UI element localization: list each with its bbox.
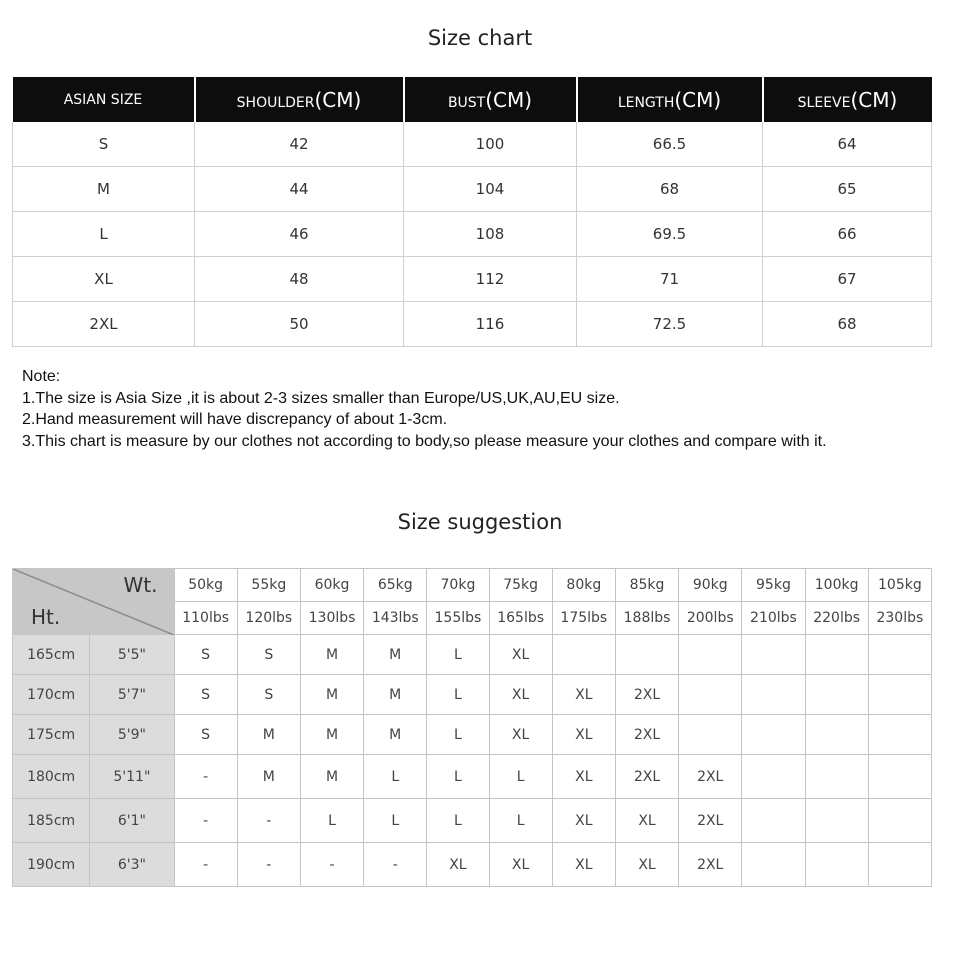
suggested-size-cell [805,635,868,675]
size-suggestion-title: Size suggestion [397,510,563,534]
suggested-size-cell: L [364,799,427,843]
suggested-size-cell: S [174,715,237,755]
note-line: 1.The size is Asia Size ,it is about 2-3 sizes smaller than Europe/US,UK,AU,EU size. [22,389,620,407]
suggested-size-cell: - [237,843,300,887]
weight-kg: 60kg [300,569,363,602]
weight-kg: 105kg [868,569,931,602]
weight-lbs: 155lbs [427,602,489,635]
table-row [13,755,932,799]
cell-bust: 112 [404,257,577,302]
suggested-size-cell [805,799,868,843]
suggested-size-cell: - [364,843,427,887]
weight-lbs: 143lbs [364,602,427,635]
weight-lbs: 200lbs [679,602,742,635]
suggested-size-cell [742,799,805,843]
cell-length: 66.5 [577,122,763,167]
cell-size: M [13,167,195,212]
cell-bust: 116 [404,302,577,347]
suggested-size-cell: M [237,715,300,755]
height-cm: 190cm [13,843,90,887]
suggested-size-cell: XL [615,843,678,887]
suggested-size-cell: XL [552,715,615,755]
suggested-size-cell: 2XL [615,675,678,715]
weight-kg: 95kg [742,569,805,602]
cell-size: XL [13,257,195,302]
suggested-size-cell: - [174,843,237,887]
cell-length: 69.5 [577,212,763,257]
cell-shoulder: 44 [195,167,404,212]
suggested-size-cell: XL [615,799,678,843]
suggested-size-cell: XL [489,715,552,755]
height-ft: 6'3" [90,843,174,887]
suggested-size-cell: 2XL [679,843,742,887]
weight-label: Wt. [123,573,158,597]
cell-sleeve: 66 [763,212,932,257]
suggested-size-cell [742,675,805,715]
height-ft: 5'5" [90,635,174,675]
suggested-size-cell: L [364,755,427,799]
header-asian-size: ASIAN SIZE [13,77,195,122]
suggested-size-cell [742,755,805,799]
suggested-size-cell: L [300,799,363,843]
cell-size: 2XL [13,302,195,347]
cell-shoulder: 48 [195,257,404,302]
suggested-size-cell: L [427,799,489,843]
weight-lbs: 165lbs [489,602,552,635]
suggested-size-cell [552,635,615,675]
size-chart-title: Size chart [427,26,533,50]
cell-size: L [13,212,195,257]
suggested-size-cell: S [174,635,237,675]
table-row [13,675,932,715]
suggested-size-cell [615,635,678,675]
suggested-size-cell [679,675,742,715]
height-cm: 185cm [13,799,90,843]
height-cm: 175cm [13,715,90,755]
suggested-size-cell [679,715,742,755]
suggested-size-cell: M [300,715,363,755]
suggested-size-cell [868,843,931,887]
weight-kg: 65kg [364,569,427,602]
weight-kg: 80kg [552,569,615,602]
suggested-size-cell: L [427,715,489,755]
suggested-size-cell: XL [427,843,489,887]
weight-kg: 85kg [615,569,678,602]
suggested-size-cell: - [174,755,237,799]
cell-shoulder: 46 [195,212,404,257]
suggested-size-cell: S [237,675,300,715]
corner-cell [13,569,175,635]
cell-sleeve: 65 [763,167,932,212]
suggested-size-cell [742,635,805,675]
suggested-size-cell: XL [552,799,615,843]
suggested-size-cell: S [174,675,237,715]
suggested-size-cell [805,675,868,715]
weight-lbs: 130lbs [300,602,363,635]
suggested-size-cell: XL [489,843,552,887]
cell-bust: 104 [404,167,577,212]
cell-length: 72.5 [577,302,763,347]
table-row [13,167,932,212]
suggested-size-cell [868,675,931,715]
suggested-size-cell: XL [552,843,615,887]
height-ft: 5'11" [90,755,174,799]
suggested-size-cell [742,715,805,755]
suggested-size-cell: 2XL [615,715,678,755]
size-notes [22,366,827,452]
weight-kg: 50kg [174,569,237,602]
weight-kg: 70kg [427,569,489,602]
suggested-size-cell: - [300,843,363,887]
cell-shoulder: 42 [195,122,404,167]
table-row [13,302,932,347]
table-row [13,715,932,755]
suggested-size-cell: XL [489,635,552,675]
header-bust: BUST(CM) [404,77,577,122]
height-label: Ht. [31,605,61,629]
suggested-size-cell [868,635,931,675]
suggested-size-cell [868,755,931,799]
height-ft: 6'1" [90,799,174,843]
suggested-size-cell: M [364,715,427,755]
note-heading: Note: [22,368,61,385]
weight-lbs: 230lbs [868,602,931,635]
table-row [13,212,932,257]
table-row [13,635,932,675]
suggested-size-cell: M [237,755,300,799]
table-row [13,122,932,167]
suggested-size-cell: M [300,675,363,715]
size-chart-header-row [13,77,932,122]
cell-sleeve: 67 [763,257,932,302]
suggested-size-cell: L [427,635,489,675]
note-line: 3.This chart is measure by our clothes not according to body,so please measure your clothes and compare with it. [22,432,827,450]
weight-kg: 100kg [805,569,868,602]
suggested-size-cell: L [427,675,489,715]
suggested-size-cell: S [237,635,300,675]
suggested-size-cell: XL [552,675,615,715]
cell-shoulder: 50 [195,302,404,347]
size-suggestion-table [12,568,932,887]
suggested-size-cell: XL [489,675,552,715]
table-row [13,843,932,887]
suggested-size-cell: 2XL [679,755,742,799]
cell-sleeve: 68 [763,302,932,347]
table-row [13,257,932,302]
cell-length: 68 [577,167,763,212]
suggested-size-cell: 2XL [615,755,678,799]
cell-size: S [13,122,195,167]
weight-lbs: 175lbs [552,602,615,635]
suggested-size-cell: - [174,799,237,843]
height-ft: 5'7" [90,675,174,715]
suggested-size-cell [805,715,868,755]
suggested-size-cell: M [364,635,427,675]
suggested-size-cell: L [427,755,489,799]
cell-sleeve: 64 [763,122,932,167]
suggested-size-cell [742,843,805,887]
size-chart-table [12,77,932,347]
height-cm: 170cm [13,675,90,715]
suggested-size-cell [679,635,742,675]
table-row [13,799,932,843]
cell-bust: 100 [404,122,577,167]
weight-kg: 90kg [679,569,742,602]
height-cm: 165cm [13,635,90,675]
weight-lbs: 188lbs [615,602,678,635]
weight-lbs: 110lbs [174,602,237,635]
suggested-size-cell [868,715,931,755]
weight-kg: 55kg [237,569,300,602]
header-sleeve: SLEEVE(CM) [763,77,932,122]
suggested-size-cell: M [300,635,363,675]
cell-length: 71 [577,257,763,302]
suggested-size-cell: M [364,675,427,715]
suggested-size-cell [805,755,868,799]
weight-kg-row [13,569,932,602]
note-line: 2.Hand measurement will have discrepancy of about 1-3cm. [22,411,448,428]
weight-lbs: 220lbs [805,602,868,635]
suggested-size-cell: L [489,755,552,799]
suggested-size-cell: - [237,799,300,843]
suggested-size-cell: 2XL [679,799,742,843]
header-shoulder: SHOULDER(CM) [195,77,404,122]
weight-lbs: 210lbs [742,602,805,635]
suggested-size-cell [868,799,931,843]
cell-bust: 108 [404,212,577,257]
suggested-size-cell: L [489,799,552,843]
height-ft: 5'9" [90,715,174,755]
height-cm: 180cm [13,755,90,799]
weight-kg: 75kg [489,569,552,602]
suggested-size-cell: M [300,755,363,799]
weight-lbs: 120lbs [237,602,300,635]
header-length: LENGTH(CM) [577,77,763,122]
suggested-size-cell: XL [552,755,615,799]
suggested-size-cell [805,843,868,887]
